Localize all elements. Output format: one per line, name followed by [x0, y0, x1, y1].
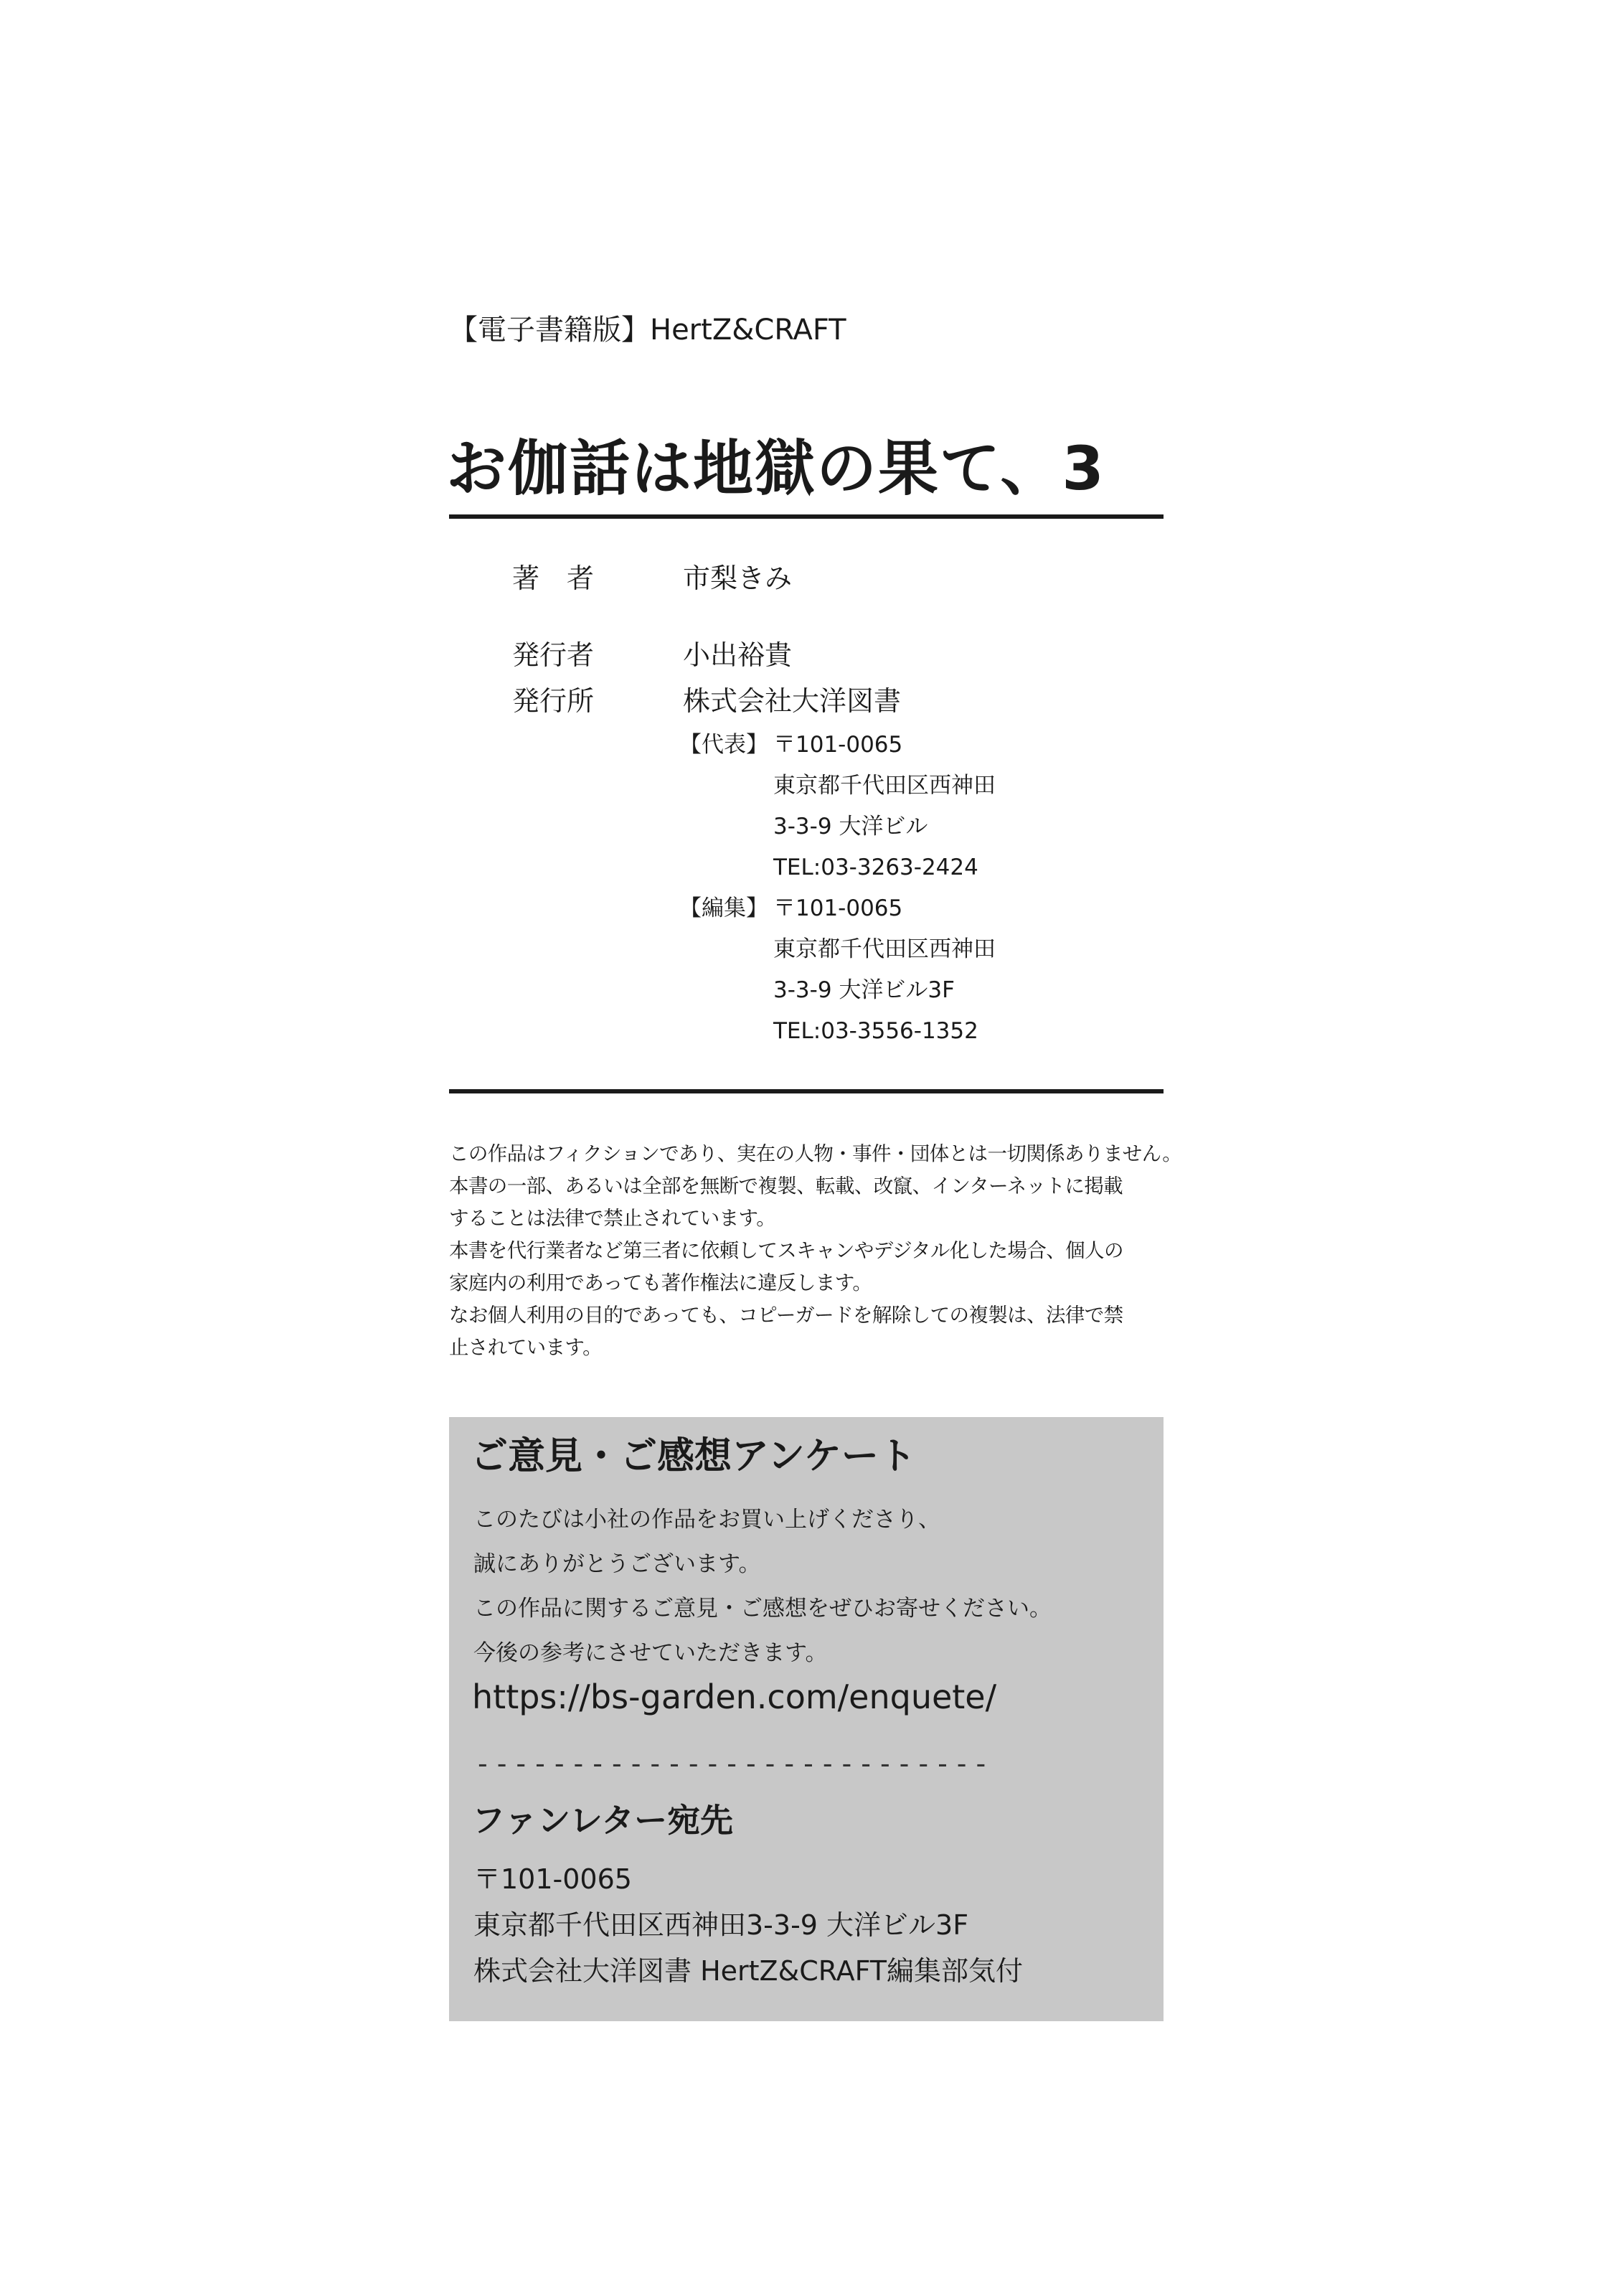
notice-line: なお個人利用の目的であっても、コピーガードを解除しての複製は、法律で禁 [449, 1304, 1123, 1327]
address-line: 株式会社大洋図書 HertZ&CRAFT編集部気付 [473, 1955, 1024, 1987]
credit-key: 発行所 [512, 685, 595, 717]
survey-title: ご意見・ご感想アンケート [471, 1435, 916, 1478]
survey-line: このたびは小社の作品をお買い上げくださり、 [473, 1507, 940, 1533]
notice-line: 止されています。 [449, 1336, 602, 1359]
notice-line: 本書の一部、あるいは全部を無断で複製、転載、改竄、インターネットに掲載 [449, 1175, 1123, 1198]
office-line: 〒101-0065 [773, 895, 903, 921]
fanletter-address [473, 1856, 1023, 1994]
office-line: TEL:03-3263-2424 [773, 855, 978, 880]
credit-value: 市梨きみ [683, 563, 793, 594]
address-line: 〒101-0065 [473, 1863, 632, 1895]
office-line: 〒101-0065 [773, 732, 903, 758]
office-line: TEL:03-3556-1352 [773, 1018, 978, 1044]
credit-key: 著 者 [512, 563, 595, 594]
credit-value: 株式会社大洋図書 [683, 685, 902, 717]
survey-body [473, 1497, 1052, 1675]
fanletter-title: ファンレター宛先 [472, 1801, 734, 1840]
office-line: 東京都千代田区西神田 [773, 773, 996, 799]
survey-box [449, 1417, 1164, 2021]
survey-line: 今後の参考にさせていただきます。 [473, 1640, 828, 1666]
survey-line: この作品に関するご意見・ご感想をぜひお寄せください。 [473, 1596, 1052, 1622]
book-title: お伽話は地獄の果て、3 [446, 433, 1105, 504]
notice-line: することは法律で禁止されています。 [449, 1207, 776, 1230]
survey-url: https://bs-garden.com/enquete/ [472, 1678, 997, 1716]
legal-notice [449, 1138, 1182, 1364]
office-line: 3-3-9 大洋ビル3F [773, 977, 955, 1003]
section-rule [449, 1089, 1164, 1093]
office-line: 3-3-9 大洋ビル [773, 814, 928, 839]
office-tag: 【編集】 [679, 895, 768, 921]
office-tag: 【代表】 [679, 732, 768, 758]
notice-line: この作品はフィクションであり、実在の人物・事件・団体とは一切関係ありません。 [449, 1142, 1182, 1165]
edition-label: 【電子書籍版】HertZ&CRAFT [449, 314, 846, 347]
credit-value: 小出裕貴 [683, 639, 793, 671]
title-rule [449, 514, 1164, 519]
notice-line: 家庭内の利用であっても著作権法に違反します。 [449, 1271, 872, 1294]
address-line: 東京都千代田区西神田3-3-9 大洋ビル3F [473, 1909, 969, 1941]
office-line: 東京都千代田区西神田 [773, 936, 996, 962]
notice-line: 本書を代行業者など第三者に依頼してスキャンやデジタル化した場合、個人の [449, 1239, 1123, 1262]
dashed-separator: --------------------------- [478, 1748, 996, 1779]
survey-line: 誠にありがとうございます。 [473, 1551, 761, 1577]
credit-key: 発行者 [512, 639, 595, 671]
